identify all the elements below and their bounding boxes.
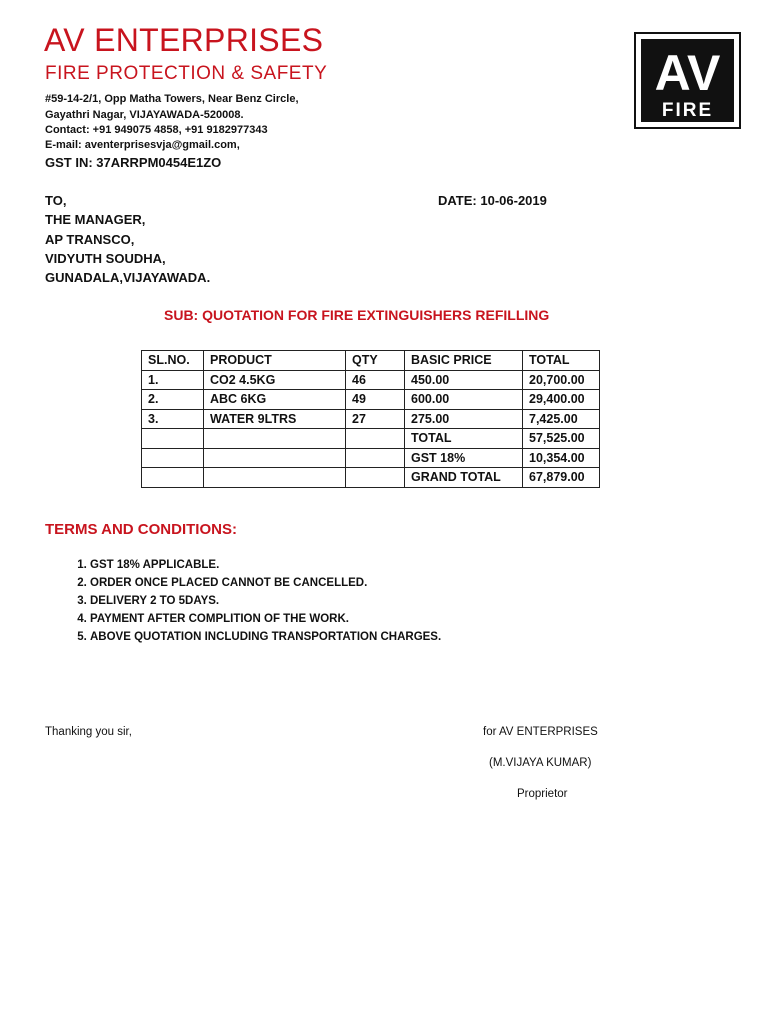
header-cell: BASIC PRICE bbox=[405, 351, 523, 371]
quotation-table bbox=[141, 350, 600, 488]
table-cell: 600.00 bbox=[405, 390, 523, 410]
recipient-line-1: THE MANAGER, bbox=[45, 212, 146, 227]
header-cell: QTY bbox=[346, 351, 405, 371]
empty-cell bbox=[142, 468, 204, 488]
logo-fire-text: FIRE bbox=[661, 100, 714, 121]
summary-value: 57,525.00 bbox=[523, 429, 600, 449]
empty-cell bbox=[346, 468, 405, 488]
summary-value: 10,354.00 bbox=[523, 448, 600, 468]
header-cell: SL.NO. bbox=[142, 351, 204, 371]
header-cell: TOTAL bbox=[523, 351, 600, 371]
address-line-1: #59-14-2/1, Opp Matha Towers, Near Benz Circle, bbox=[45, 93, 299, 105]
recipient-to: TO, bbox=[45, 193, 67, 208]
table-row bbox=[142, 390, 600, 410]
table-cell: WATER 9LTRS bbox=[204, 409, 346, 429]
summary-row-gst bbox=[142, 448, 600, 468]
subject-line: SUB: QUOTATION FOR FIRE EXTINGUISHERS REFILLING bbox=[164, 307, 550, 323]
summary-label: TOTAL bbox=[405, 429, 523, 449]
terms-item: 3. DELIVERY 2 TO 5DAYS. bbox=[90, 592, 441, 610]
table-cell: 7,425.00 bbox=[523, 409, 600, 429]
logo-av-text: AV bbox=[654, 45, 721, 101]
company-name: AV ENTERPRISES bbox=[44, 22, 324, 58]
table-header-row bbox=[142, 351, 600, 371]
empty-cell bbox=[142, 429, 204, 449]
table-cell: 1. bbox=[142, 370, 204, 390]
terms-title: TERMS AND CONDITIONS: bbox=[45, 521, 237, 538]
summary-row-total bbox=[142, 429, 600, 449]
recipient-line-2: AP TRANSCO, bbox=[45, 232, 135, 247]
table-cell: CO2 4.5KG bbox=[204, 370, 346, 390]
table-cell: ABC 6KG bbox=[204, 390, 346, 410]
recipient-line-4: GUNADALA,VIJAYAWADA. bbox=[45, 270, 211, 285]
contact-numbers: Contact: +91 949075 4858, +91 9182977343 bbox=[45, 124, 268, 136]
table-cell: 275.00 bbox=[405, 409, 523, 429]
table-cell: 2. bbox=[142, 390, 204, 410]
terms-list bbox=[45, 556, 441, 646]
header-cell: PRODUCT bbox=[204, 351, 346, 371]
for-company: for AV ENTERPRISES bbox=[483, 726, 598, 738]
empty-cell bbox=[346, 429, 405, 449]
summary-value: 67,879.00 bbox=[523, 468, 600, 488]
table-cell: 49 bbox=[346, 390, 405, 410]
table-row bbox=[142, 370, 600, 390]
table-cell: 27 bbox=[346, 409, 405, 429]
table-row bbox=[142, 409, 600, 429]
summary-label: GST 18% bbox=[405, 448, 523, 468]
empty-cell bbox=[204, 429, 346, 449]
summary-label: GRAND TOTAL bbox=[405, 468, 523, 488]
signatory-designation: Proprietor bbox=[517, 788, 568, 800]
thanks-line: Thanking you sir, bbox=[45, 726, 132, 738]
terms-item: 4. PAYMENT AFTER COMPLITION OF THE WORK. bbox=[90, 610, 441, 628]
recipient-line-3: VIDYUTH SOUDHA, bbox=[45, 251, 166, 266]
address-line-2: Gayathri Nagar, VIJAYAWADA-520008. bbox=[45, 109, 244, 121]
table-cell: 46 bbox=[346, 370, 405, 390]
table-cell: 3. bbox=[142, 409, 204, 429]
table-cell: 20,700.00 bbox=[523, 370, 600, 390]
empty-cell bbox=[142, 448, 204, 468]
av-fire-logo bbox=[634, 32, 741, 129]
table-cell: 450.00 bbox=[405, 370, 523, 390]
email-address: E-mail: aventerprisesvja@gmail.com, bbox=[45, 139, 240, 151]
company-tagline: FIRE PROTECTION & SAFETY bbox=[45, 63, 328, 84]
summary-row-grand-total bbox=[142, 468, 600, 488]
empty-cell bbox=[204, 468, 346, 488]
gst-number: GST IN: 37ARRPM0454E1ZO bbox=[45, 155, 222, 170]
terms-item: 5. ABOVE QUOTATION INCLUDING TRANSPORTATION CHARGES. bbox=[90, 628, 441, 646]
empty-cell bbox=[204, 448, 346, 468]
quotation-date: DATE: 10-06-2019 bbox=[438, 193, 547, 208]
signatory-name: (M.VIJAYA KUMAR) bbox=[489, 757, 592, 769]
table-cell: 29,400.00 bbox=[523, 390, 600, 410]
terms-item: 2. ORDER ONCE PLACED CANNOT BE CANCELLED. bbox=[90, 574, 441, 592]
empty-cell bbox=[346, 448, 405, 468]
terms-item: 1. GST 18% APPLICABLE. bbox=[90, 556, 441, 574]
